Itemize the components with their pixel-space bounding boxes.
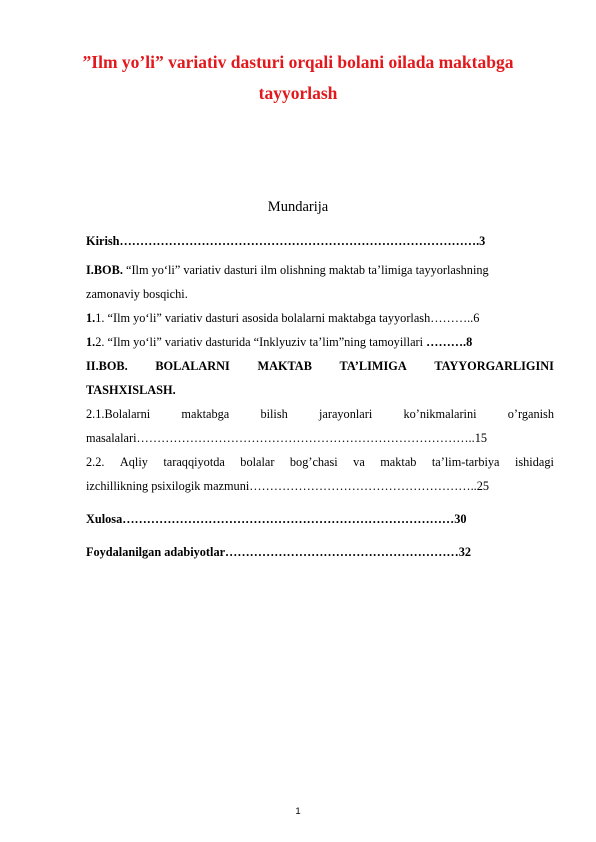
page-number: 1 bbox=[295, 806, 301, 817]
toc-bob1-text: “Ilm yo‘li” variativ dasturi ilm olishning maktab ta’limiga tayyorlashning bbox=[122, 263, 489, 277]
toc-2-2-word: ta’lim-tarbiya bbox=[431, 455, 500, 469]
toc-2-1-word: ko’nikmalarini bbox=[403, 407, 477, 421]
toc-entry-1-1 bbox=[86, 310, 479, 326]
toc-entry-bob2 bbox=[86, 358, 554, 374]
toc-2-1-word: 2.1.Bolalarni bbox=[86, 407, 151, 421]
toc-1-2-page: ……….8 bbox=[426, 335, 473, 349]
toc-2-2-word: maktab bbox=[380, 455, 417, 469]
toc-bob1-label: I.BOB. bbox=[86, 263, 123, 277]
toc-entry-bob1 bbox=[86, 262, 489, 278]
toc-2-2-word: ishidagi bbox=[514, 455, 554, 469]
toc-entry-adabiyotlar: Foydalanilgan adabiyotlar…………………………………………………32 bbox=[86, 545, 471, 559]
toc-2-1-word: bilish bbox=[260, 407, 288, 421]
toc-2-2-word: bolalar bbox=[240, 455, 275, 469]
toc-bob2-word: MAKTAB bbox=[257, 359, 312, 373]
toc-1-1-number: 1. bbox=[86, 311, 96, 325]
toc-2-2-word: 2.2. bbox=[86, 455, 105, 469]
toc-bob2-word: II.BOB. bbox=[86, 359, 128, 373]
toc-2-1-word: o’rganish bbox=[507, 407, 554, 421]
toc-2-1-word: maktabga bbox=[181, 407, 230, 421]
toc-heading: Mundarija bbox=[267, 199, 329, 215]
toc-1-2-text: 2. “Ilm yo‘li” variativ dasturida “Inklyuziv ta’lim”ning tamoyillari bbox=[95, 335, 427, 349]
toc-entry-1-2 bbox=[86, 334, 472, 350]
toc-bob2-word: BOLALARNI bbox=[155, 359, 230, 373]
toc-entry-2-2 bbox=[86, 454, 554, 470]
toc-entry-2-1 bbox=[86, 406, 554, 422]
toc-bob2-word: TAYYORGARLIGINI bbox=[434, 359, 554, 373]
toc-bob2-continuation: TASHXISLASH. bbox=[86, 383, 176, 397]
toc-2-2-word: va bbox=[353, 455, 365, 469]
toc-2-2-word: taraqqiyotda bbox=[163, 455, 225, 469]
document-title-line-2: tayyorlash bbox=[258, 83, 338, 103]
toc-entry-xulosa: Xulosa………………………………………………………………………30 bbox=[86, 512, 467, 526]
toc-2-2-continuation: izchillikning psixilogik mazmuni………………………………………………..25 bbox=[86, 479, 490, 493]
toc-1-2-number: 1. bbox=[86, 335, 96, 349]
toc-entry-kirish: Kirish…………………………………………………………………………….3 bbox=[86, 234, 486, 248]
toc-bob1-continuation: zamonaviy bosqichi. bbox=[86, 287, 188, 301]
toc-1-1-text: 1. “Ilm yo‘li” variativ dasturi asosida bolalarni maktabga tayyorlash………..6 bbox=[95, 311, 480, 325]
toc-2-1-continuation: masalalari………………………………………………………………………..15 bbox=[86, 431, 487, 445]
document-title-line-1: ”Ilm yo’li” variativ dasturi orqali bolani oilada maktabga bbox=[82, 52, 514, 72]
toc-2-2-word: Aqliy bbox=[119, 455, 148, 469]
toc-2-2-word: bog’chasi bbox=[289, 455, 338, 469]
toc-bob2-word: TA’LIMIGA bbox=[339, 359, 407, 373]
toc-2-1-word: jarayonlari bbox=[318, 407, 373, 421]
